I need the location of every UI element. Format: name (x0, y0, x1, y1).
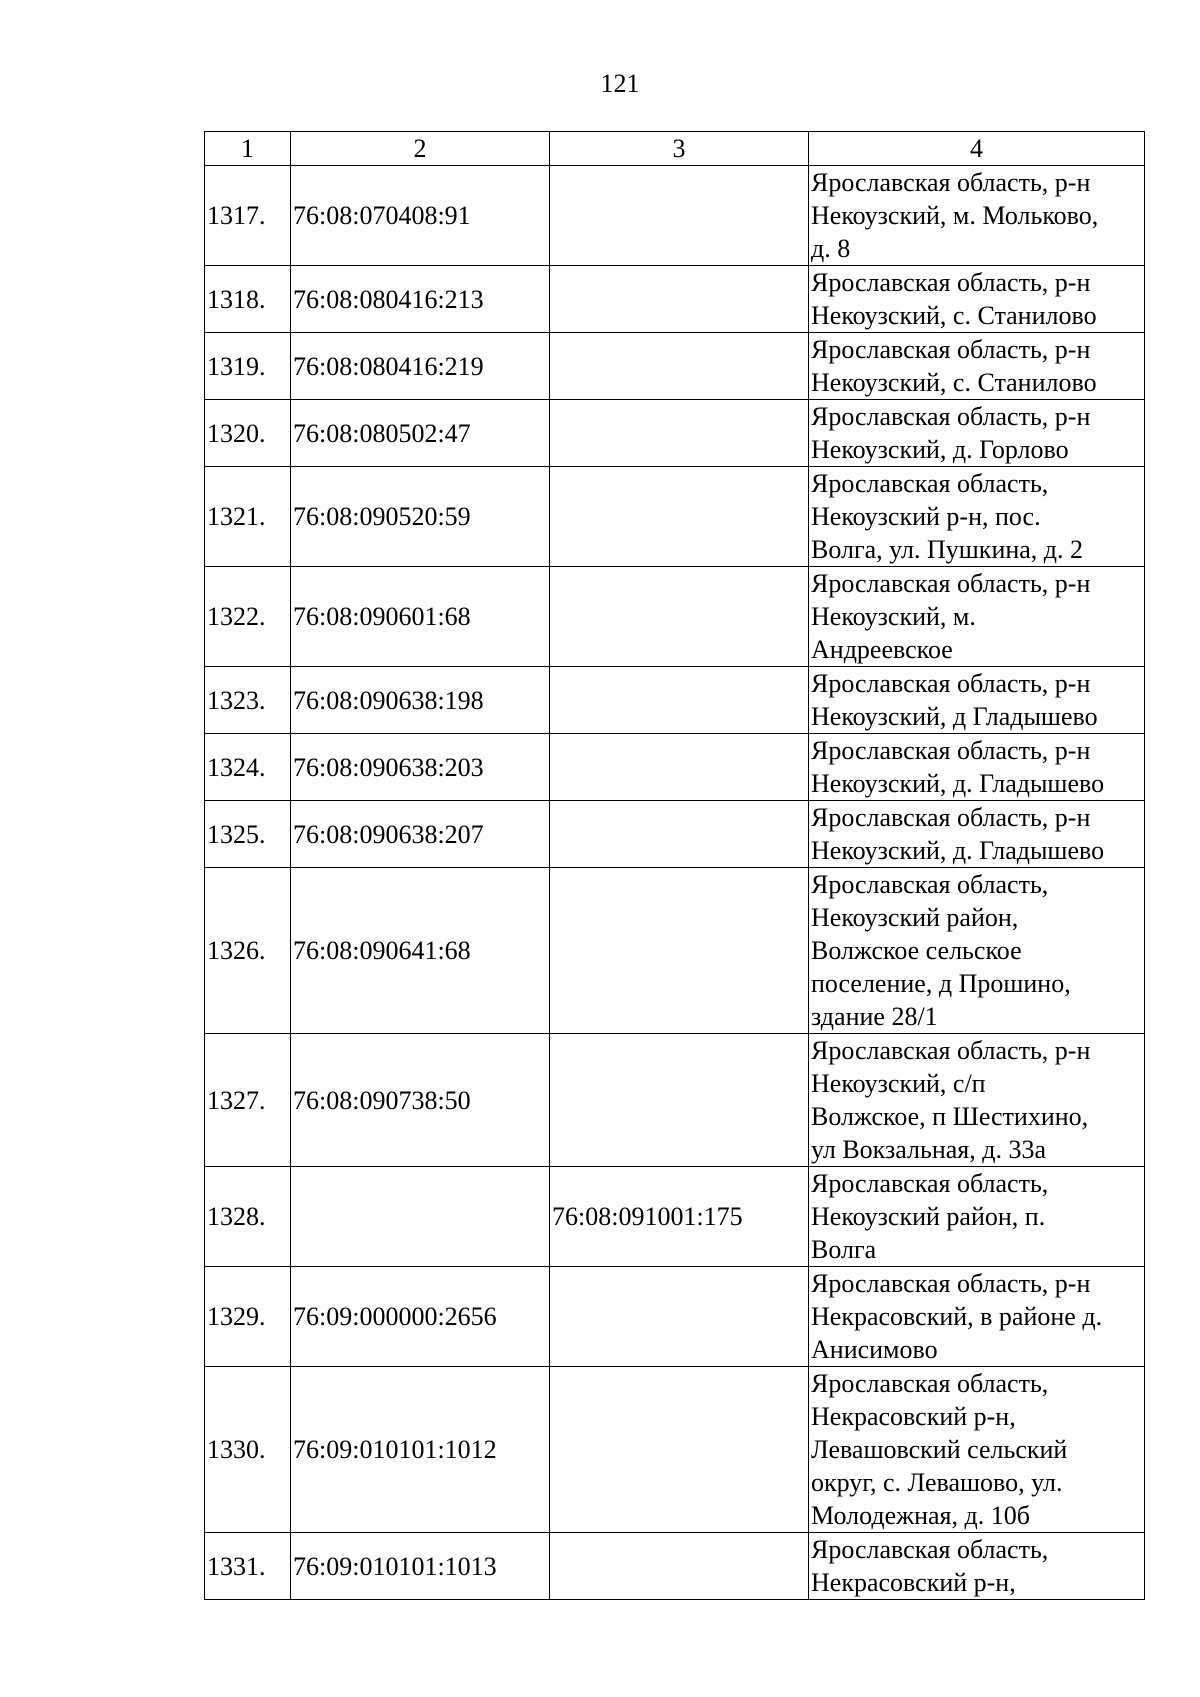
address-line: Некоузский, с. Станилово (811, 301, 1097, 330)
address-line: Ярославская область, (811, 1535, 1049, 1564)
table-header-row (205, 132, 1145, 166)
address-cell (809, 868, 1145, 1034)
cadastral-number-cell: 76:08:090638:203 (291, 734, 550, 801)
row-number-cell: 1327. (205, 1034, 291, 1167)
address-line: Ярославская область, р-н (811, 1036, 1091, 1065)
address-cell (809, 467, 1145, 567)
address-line: Некрасовский р-н, (811, 1402, 1016, 1431)
address-line: Ярославская область, р-н (811, 569, 1091, 598)
cadastral-number-cell: 76:08:080502:47 (291, 400, 550, 467)
address-cell (809, 166, 1145, 266)
address-line: Волга (811, 1235, 877, 1264)
address-line: здание 28/1 (811, 1002, 938, 1031)
table-row (205, 1167, 1145, 1267)
table-row (205, 467, 1145, 567)
registry-table (204, 131, 1145, 1600)
address-line: Ярославская область, р-н (811, 803, 1091, 832)
address-line: Некоузский район, п. (811, 1202, 1046, 1231)
cadastral-number-cell: 76:09:010101:1012 (291, 1367, 550, 1533)
address-cell (809, 266, 1145, 333)
row-number-cell: 1324. (205, 734, 291, 801)
page-number: 121 (600, 69, 640, 98)
address-line: д. 8 (811, 234, 851, 263)
address-line: Некрасовский, в районе д. (811, 1302, 1103, 1331)
address-line: Волжское сельское (811, 936, 1022, 965)
table-row (205, 266, 1145, 333)
related-cadastral-number-cell (550, 1367, 809, 1533)
address-cell (809, 1367, 1145, 1533)
address-line: Ярославская область, р-н (811, 402, 1091, 431)
related-cadastral-number-cell (550, 1533, 809, 1600)
address-line: Волга, ул. Пушкина, д. 2 (811, 535, 1084, 564)
address-cell (809, 1533, 1145, 1600)
row-number-cell: 1323. (205, 667, 291, 734)
row-number-cell: 1317. (205, 166, 291, 266)
row-number-cell: 1325. (205, 801, 291, 868)
table-row (205, 1367, 1145, 1533)
address-line: Ярославская область, (811, 1169, 1049, 1198)
address-line: Анисимово (811, 1335, 938, 1364)
address-line: Некоузский р-н, пос. (811, 502, 1041, 531)
cadastral-number-cell: 76:08:090738:50 (291, 1034, 550, 1167)
address-line: Некоузский, м. Мольково, (811, 201, 1099, 230)
address-line: Некоузский, с/п (811, 1069, 986, 1098)
table-row (205, 333, 1145, 400)
header-cell-3: 3 (550, 132, 809, 166)
related-cadastral-number-cell (550, 868, 809, 1034)
table-row (205, 667, 1145, 734)
related-cadastral-number-cell (550, 667, 809, 734)
cadastral-number-cell: 76:08:090638:207 (291, 801, 550, 868)
cadastral-number-cell: 76:08:090641:68 (291, 868, 550, 1034)
address-cell (809, 1034, 1145, 1167)
address-line: Некоузский, д. Гладышево (811, 769, 1105, 798)
row-number-cell: 1319. (205, 333, 291, 400)
address-line: Ярославская область, р-н (811, 268, 1091, 297)
header-cell-1: 1 (205, 132, 291, 166)
address-line: Ярославская область, р-н (811, 736, 1091, 765)
address-cell (809, 734, 1145, 801)
address-line: округ, с. Левашово, ул. (811, 1468, 1063, 1497)
address-line: Ярославская область, р-н (811, 669, 1091, 698)
header-cell-2: 2 (291, 132, 550, 166)
table-row (205, 1034, 1145, 1167)
row-number-cell: 1320. (205, 400, 291, 467)
address-line: ул Вокзальная, д. 33а (811, 1135, 1047, 1164)
row-number-cell: 1318. (205, 266, 291, 333)
cadastral-number-cell: 76:08:090520:59 (291, 467, 550, 567)
address-line: Ярославская область, р-н (811, 1269, 1091, 1298)
address-cell (809, 1167, 1145, 1267)
table-row (205, 868, 1145, 1034)
cadastral-number-cell: 76:09:000000:2656 (291, 1267, 550, 1367)
address-line: Ярославская область, (811, 870, 1049, 899)
address-line: Некоузский, с. Станилово (811, 368, 1097, 397)
table-row (205, 1533, 1145, 1600)
address-line: Левашовский сельский (811, 1435, 1068, 1464)
table-row (205, 166, 1145, 266)
cadastral-number-cell: 76:08:080416:213 (291, 266, 550, 333)
address-line: Некоузский район, (811, 903, 1019, 932)
row-number-cell: 1330. (205, 1367, 291, 1533)
cadastral-number-cell: 76:09:010101:1013 (291, 1533, 550, 1600)
table-row (205, 734, 1145, 801)
row-number-cell: 1331. (205, 1533, 291, 1600)
cadastral-number-cell: 76:08:090638:198 (291, 667, 550, 734)
related-cadastral-number-cell (550, 400, 809, 467)
address-cell (809, 400, 1145, 467)
related-cadastral-number-cell (550, 467, 809, 567)
table-row (205, 801, 1145, 868)
address-line: Волжское, п Шестихино, (811, 1102, 1089, 1131)
related-cadastral-number-cell (550, 801, 809, 868)
related-cadastral-number-cell (550, 333, 809, 400)
address-line: Некоузский, д. Гладышево (811, 836, 1105, 865)
related-cadastral-number-cell (550, 166, 809, 266)
related-cadastral-number-cell (550, 266, 809, 333)
cadastral-number-cell: 76:08:070408:91 (291, 166, 550, 266)
address-cell (809, 567, 1145, 667)
related-cadastral-number-cell: 76:08:091001:175 (550, 1167, 809, 1267)
cadastral-number-cell: 76:08:080416:219 (291, 333, 550, 400)
address-line: Андреевское (811, 635, 953, 664)
related-cadastral-number-cell (550, 734, 809, 801)
address-line: Некоузский, д Гладышево (811, 702, 1098, 731)
row-number-cell: 1321. (205, 467, 291, 567)
address-line: Некоузский, м. (811, 602, 976, 631)
row-number-cell: 1322. (205, 567, 291, 667)
header-cell-4: 4 (809, 132, 1145, 166)
row-number-cell: 1329. (205, 1267, 291, 1367)
related-cadastral-number-cell (550, 567, 809, 667)
related-cadastral-number-cell (550, 1267, 809, 1367)
address-line: поселение, д Прошино, (811, 969, 1071, 998)
row-number-cell: 1328. (205, 1167, 291, 1267)
related-cadastral-number-cell (550, 1034, 809, 1167)
address-line: Ярославская область, р-н (811, 335, 1091, 364)
address-line: Некрасовский р-н, (811, 1568, 1016, 1597)
address-cell (809, 1267, 1145, 1367)
address-cell (809, 801, 1145, 868)
table-row (205, 400, 1145, 467)
address-cell (809, 667, 1145, 734)
table-row (205, 1267, 1145, 1367)
address-line: Ярославская область, (811, 1369, 1049, 1398)
row-number-cell: 1326. (205, 868, 291, 1034)
table-row (205, 567, 1145, 667)
address-cell (809, 333, 1145, 400)
address-line: Некоузский, д. Горлово (811, 435, 1069, 464)
address-line: Ярославская область, р-н (811, 168, 1091, 197)
address-line: Молодежная, д. 10б (811, 1501, 1030, 1530)
cadastral-number-cell (291, 1167, 550, 1267)
address-line: Ярославская область, (811, 469, 1049, 498)
cadastral-number-cell: 76:08:090601:68 (291, 567, 550, 667)
